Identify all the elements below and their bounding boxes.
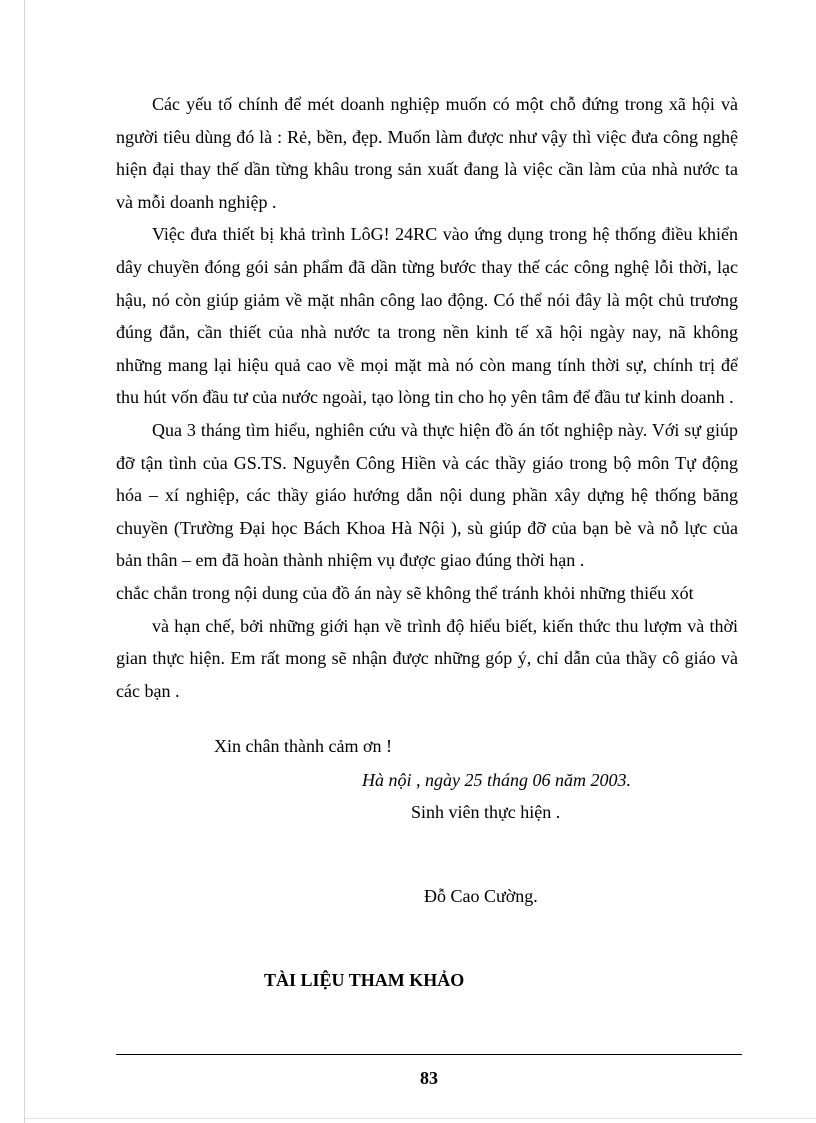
- paragraph-5: và hạn chế, bởi những giới hạn về trình độ hiểu biết, kiến thức thu lượm và thời gian thực hiện. Em rất mong sẽ nhận được những góp ý, chỉ dẫn của thầy cô giáo và các bạn .: [116, 615, 738, 701]
- page-border-left: [24, 0, 25, 1123]
- thanks-line: Xin chân thành cảm ơn !: [214, 736, 392, 756]
- date-line: Hà nội , ngày 25 tháng 06 năm 2003.: [362, 770, 631, 790]
- signer-name: Đỗ Cao Cường.: [424, 886, 538, 906]
- signer-title: Sinh viên thực hiện .: [411, 802, 561, 822]
- footer-rule: [116, 1054, 742, 1055]
- references-heading: TÀI LIỆU THAM KHẢO: [264, 970, 465, 990]
- page-border-bottom: [24, 1118, 816, 1119]
- page-number: 83: [420, 1068, 438, 1088]
- paragraph-3: Qua 3 tháng tìm hiểu, nghiên cứu và thực hiện đồ án tốt nghiệp này. Với sự giúp đỡ tận tình của GS.TS. Nguyễn Công Hiền và các thầy giáo trong bộ môn Tự động hóa – xí nghiệp, các thầy giáo hướng dẫn nội dung phần xây dựng hệ thống băng chuyền (Trường Đại học Bách Khoa Hà Nội ), sù giúp đỡ của bạn bè và nỗ lực của bản thân – em đã hoàn thành nhiệm vụ được giao đúng thời hạn .: [116, 419, 738, 571]
- paragraph-1: Các yếu tố chính để mét doanh nghiệp muốn có một chỗ đứng trong xã hội và người tiêu dùng đó là : Rẻ, bền, đẹp. Muốn làm được như vậy thì việc đưa công nghệ hiện đại thay thế dần từng khâu trong sản xuất đang là việc cần làm của nhà nước ta và mỗi doanh nghiệp .: [116, 94, 738, 212]
- paragraph-4: chắc chắn trong nội dung của đồ án này sẽ không thể tránh khỏi những thiếu xót: [116, 582, 694, 603]
- body-text: [116, 88, 738, 707]
- paragraph-2: Việc đưa thiết bị khả trình LôG! 24RC vào ứng dụng trong hệ thống điều khiển dây chuyền đóng gói sản phẩm đã dần từng bước thay thế các công nghệ lỗi thời, lạc hậu, nó còn giúp giảm về mặt nhân công lao động. Có thể nói đây là một chủ trương đúng đắn, cần thiết của nhà nước ta trong nền kinh tế xã hội ngày nay, nã không những mang lại hiệu quả cao về mọi mặt mà nó còn mang tính thời sự, chính trị để thu hút vốn đầu tư của nước ngoài, tạo lòng tin cho họ yên tâm để đầu tư kinh doanh .: [116, 224, 738, 408]
